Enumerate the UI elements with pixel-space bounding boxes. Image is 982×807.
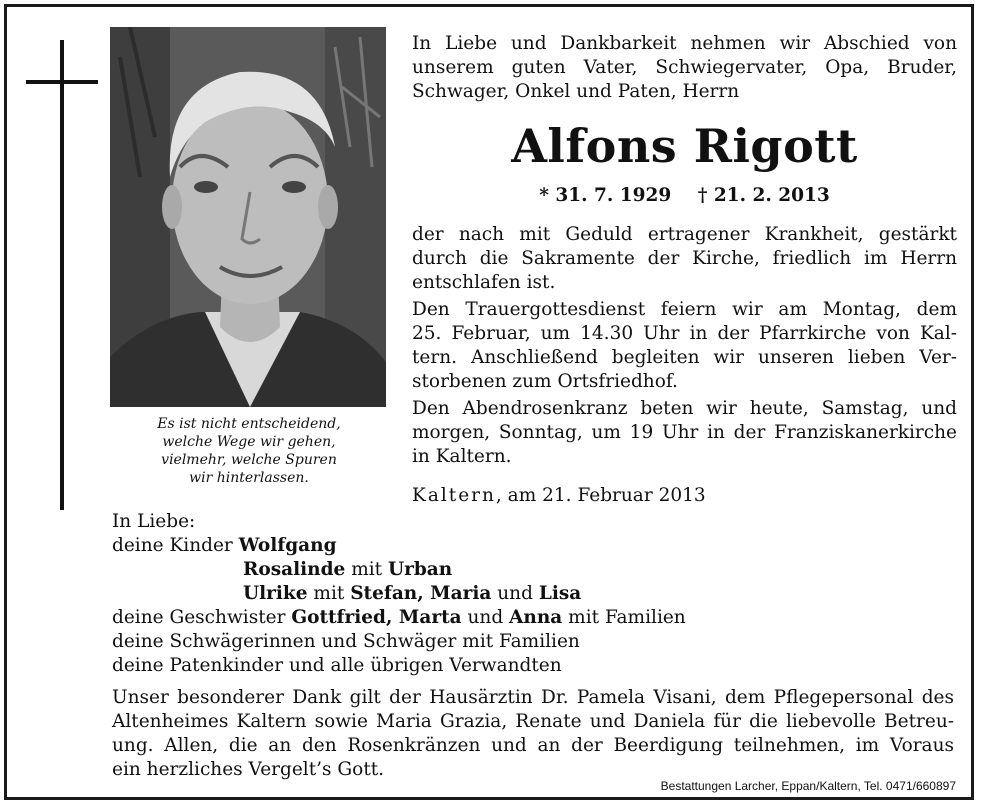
quote-line: Es ist nicht entscheidend, [157,416,341,432]
children-prefix: deine Kinder [112,535,239,556]
quote-line: wir hinterlassen. [189,470,309,486]
paragraph-line: 25. Februar, um 14.30 Uhr in der Pfarrkirche von Kal- [412,323,957,344]
paragraph-line: entschlafen ist. [412,272,556,293]
connector-text: mit [345,559,388,580]
thanks-paragraph [112,686,954,782]
siblings-suffix: mit Familien [562,607,686,628]
quote-line: welche Wege wir gehen, [162,434,336,450]
paragraph-line: morgen, Sonntag, um 19 Uhr in der Franziskanerkirche [412,422,957,443]
family-child-row [112,558,952,582]
funeral-home-footer: Bestattungen Larcher, Eppan/Kaltern, Tel. 0471/660897 [660,779,956,793]
deceased-name: Alfons Rigott [511,119,858,173]
intro-line: Schwager, Onkel und Paten, Herrn [412,81,740,102]
paragraph-rosary [412,397,957,469]
death-date: † 21. 2. 2013 [697,185,830,206]
birth-date: * 31. 7. 1929 [539,185,672,206]
paragraph-illness [412,223,957,295]
place-city: Kaltern [412,485,496,506]
portrait-photo [110,27,386,407]
child-name: Wolfgang [238,535,337,556]
thanks-line: Unser besonderer Dank gilt der Hausärztin Dr. Pamela Visani, dem Pflegepersonal des [112,687,954,708]
family-child-row [112,582,952,606]
paragraph-line: Den Abendrosenkranz beten wir heute, Samstag, und [412,398,957,419]
family-siblings [112,606,952,630]
place-date: , am 21. Februar 2013 [495,485,706,506]
family-names: Lisa [538,583,582,604]
partner-name: Urban [387,559,453,580]
thanks-line: Altenheimes Kaltern sowie Maria Grazia, Renate und Daniela für die liebevolle Betreu- [112,711,954,732]
paragraph-funeral [412,298,957,394]
thanks-line: ung. Allen, die an den Rosenkränzen und an der Beerdigung teilnehmen, im Voraus [112,735,954,756]
life-dates [412,184,957,208]
family-godchildren: deine Patenkinder und alle übrigen Verwandten [112,655,562,676]
connector-text: und [491,583,539,604]
family-names: Stefan, Maria [350,583,492,604]
child-name: Ulrike [243,583,308,604]
intro-line: In Liebe und Dankbarkeit nehmen wir Abschied von [412,33,957,54]
family-heading: In Liebe: [112,511,196,532]
siblings-prefix: deine Geschwister [112,607,292,628]
sibling-names: Anna [509,607,563,628]
family-in-laws: deine Schwägerinnen und Schwäger mit Familien [112,631,580,652]
child-name: Rosalinde [243,559,346,580]
family-children [112,534,952,558]
sibling-names: Gottfried, Marta [291,607,462,628]
connector-text: und [461,607,510,628]
intro-line: unserem guten Vater, Schwiegervater, Opa, Bruder, [412,57,957,78]
paragraph-line: Den Trauergottesdienst feiern wir am Montag, dem [412,299,957,320]
place-and-date [412,484,957,508]
paragraph-line: storbenen zum Ortsfriedhof. [412,371,678,392]
paragraph-line: tern. Anschließend begleiten wir unseren lieben Ver- [412,347,957,368]
intro-text [412,32,957,104]
paragraph-line: der nach mit Geduld ertragener Krankheit, gestärkt [412,224,957,245]
connector-text: mit [307,583,351,604]
memorial-quote [112,415,386,487]
paragraph-line: durch die Sakramente der Kirche, friedlich im Herrn [412,248,957,269]
thanks-line: ein herzliches Vergelt’s Gott. [112,759,385,780]
quote-line: vielmehr, welche Spuren [161,452,337,468]
paragraph-line: in Kaltern. [412,446,512,467]
family-list [112,510,952,678]
